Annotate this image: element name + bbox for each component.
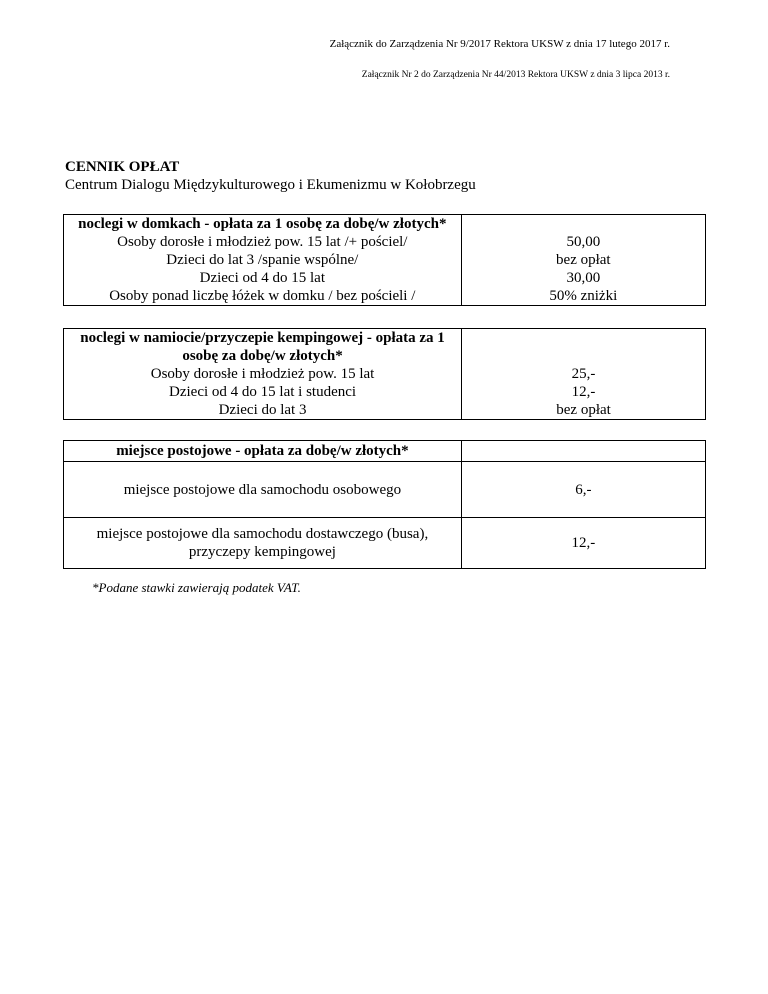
cottages-row-price: 50,00 [566, 234, 601, 250]
tents-row-price: bez opłat [556, 402, 611, 418]
tents-heading-line1: noclegi w namiocie/przyczepie kempingowej - opłata za 1 [80, 330, 445, 346]
table-row [64, 441, 706, 462]
table-row [64, 518, 706, 569]
tents-row-label: Dzieci od 4 do 15 lat i studenci [169, 384, 357, 400]
parking-row-price: 12,- [461, 518, 705, 569]
parking-row-label [64, 518, 462, 569]
table-row [64, 462, 706, 518]
cottages-row-price: bez opłat [556, 252, 611, 268]
cottages-row-price: 30,00 [566, 270, 601, 286]
parking-price-table [63, 440, 706, 569]
tents-row-price: 25,- [571, 366, 596, 382]
page-subtitle: Centrum Dialogu Międzykulturowego i Ekumenizmu w Kołobrzegu [65, 177, 476, 193]
parking-row-price: 6,- [461, 462, 705, 518]
header-annex-2013: Załącznik Nr 2 do Zarządzenia Nr 44/2013 Rektora UKSW z dnia 3 lipca 2013 r. [361, 70, 670, 80]
cottages-heading-spacer [466, 215, 701, 233]
tents-prices-cell [462, 329, 706, 420]
tents-row-label: Osoby dorosłe i młodzież pow. 15 lat [150, 366, 375, 382]
tents-row-label: Dzieci do lat 3 [218, 402, 307, 418]
cottages-row-label: Osoby ponad liczbę łóżek w domku / bez pościeli / [109, 288, 416, 304]
cottages-row-price: 50% zniżki [549, 288, 618, 304]
vat-footnote: *Podane stawki zawierają podatek VAT. [92, 580, 301, 595]
cottages-heading: noclegi w domkach - opłata za 1 osobę za dobę/w złotych* [78, 216, 447, 232]
parking-heading-price-cell [461, 441, 705, 462]
tents-price-table [63, 328, 706, 420]
page-title: CENNIK OPŁAT [65, 159, 180, 175]
parking-row-label [64, 462, 462, 518]
cottages-row-label: Dzieci od 4 do 15 lat [199, 270, 325, 286]
cottages-row-label: Osoby dorosłe i młodzież pow. 15 lat /+ pościel/ [117, 234, 408, 250]
cottages-price-table [63, 214, 706, 306]
header-annex-2017: Załącznik do Zarządzenia Nr 9/2017 Rektora UKSW z dnia 17 lutego 2017 r. [329, 38, 670, 50]
tents-heading-line2: osobę za dobę/w złotych* [182, 348, 343, 364]
parking-row-label-line: przyczepy kempingowej [188, 544, 336, 560]
parking-heading: miejsce postojowe - opłata za dobę/w złotych* [64, 441, 462, 462]
table-row [64, 215, 706, 306]
tents-heading-spacer [466, 347, 701, 365]
cottages-labels-cell [64, 215, 462, 306]
cottages-row-label: Dzieci do lat 3 /spanie wspólne/ [166, 252, 359, 268]
tents-heading-spacer [466, 329, 701, 347]
parking-row-label-line: miejsce postojowe dla samochodu dostawczego (busa), [96, 526, 429, 542]
cottages-prices-cell [461, 215, 705, 306]
table-row [64, 329, 706, 420]
tents-row-price: 12,- [571, 384, 596, 400]
tents-labels-cell [64, 329, 462, 420]
parking-row-label-line: miejsce postojowe dla samochodu osobowego [123, 481, 402, 498]
